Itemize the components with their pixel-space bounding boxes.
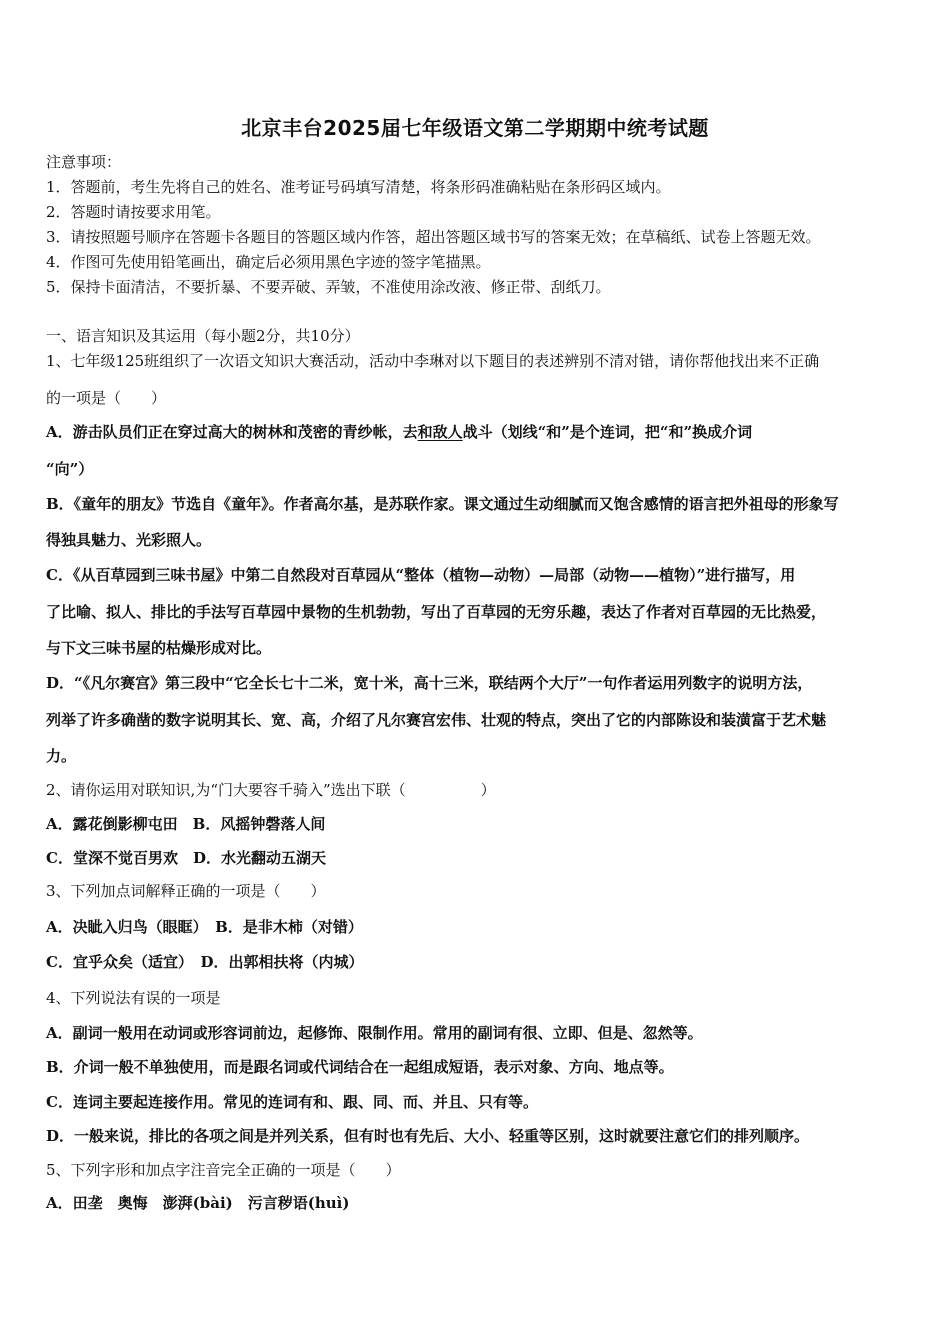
underlined-phrase: 和敌人: [417, 423, 463, 441]
q1-option-d: 力。: [46, 747, 77, 765]
q3-stem: 3、下列加点词解释正确的一项是（ ）: [46, 882, 326, 900]
q1-option-c: 与下文三味书屋的枯燥形成对比。: [46, 639, 272, 657]
notice-item: 5．保持卡面清洁，不要折暴、不要弄破、弄皱，不准使用涂改液、修正带、刮纸刀。: [46, 278, 611, 296]
option-text: 战斗（划线“和”是个连词，把“和”换成介词: [462, 423, 753, 441]
q4-option-b: B．介词一般不单独使用，而是跟名词或代词结合在一起组成短语，表示对象、方向、地点等。: [46, 1058, 674, 1076]
q2-options: C．堂深不觉百男欢 D．水光翻动五湖天: [46, 849, 326, 867]
section-heading: 一、语言知识及其运用（每小题2分，共10分）: [46, 327, 360, 345]
notice-item: 4．作图可先使用铅笔画出，确定后必须用黑色字迹的签字笔描黑。: [46, 253, 491, 271]
q1-option-c: C．《从百草园到三味书屋》中第二自然段对百草园从“整体（植物—动物）—局部（动物——植物）”进行描写，用: [46, 566, 796, 584]
q5-stem: 5、下列字形和加点字注音完全正确的一项是（ ）: [46, 1161, 401, 1179]
q2-stem: 2、请你运用对联知识,为“门大要容千骑入”选出下联（ ）: [46, 781, 496, 799]
notice-heading: 注意事项：: [46, 153, 122, 171]
q1-stem: 的一项是（ ）: [46, 389, 167, 407]
q1-option-d: 列举了许多确凿的数字说明其长、宽、高，介绍了凡尔赛宫宏伟、壮观的特点，突出了它的内部陈设和装潢富于艺术魅: [46, 711, 827, 729]
notice-item: 3．请按照题号顺序在答题卡各题目的答题区域内作答，超出答题区域书写的答案无效；在草稿纸、试卷上答题无效。: [46, 228, 821, 246]
q1-option-b: 得独具魅力、光彩照人。: [46, 531, 212, 549]
q5-option-a: A．田垄 奥悔 澎湃(bài) 污言秽语(huì): [46, 1194, 350, 1212]
q4-stem: 4、下列说法有误的一项是: [46, 989, 221, 1007]
q2-options: A．露花倒影柳屯田 B．风摇钟磬落人间: [46, 815, 326, 833]
notice-item: 1．答题前，考生先将自己的姓名、准考证号码填写清楚，将条形码准确粘贴在条形码区域内。: [46, 178, 671, 196]
q1-stem: 1、七年级125班组织了一次语文知识大赛活动，活动中李琳对以下题目的表述辨别不清对错，请你帮他找出来不正确: [46, 352, 820, 370]
q4-option-d: D．一般来说，排比的各项之间是并列关系，但有时也有先后、大小、轻重等区别，这时就要注意它们的排列顺序。: [46, 1127, 810, 1145]
q1-option-d: D．“《凡尔赛宫》第三段中“它全长七十二米，宽十米，高十三米，联结两个大厅”一句作者运用列数字的说明方法，: [46, 674, 813, 692]
notice-item: 2．答题时请按要求用笔。: [46, 203, 221, 221]
q4-option-a: A．副词一般用在动词或形容词前边，起修饰、限制作用。常用的副词有很、立即、但是、忽然等。: [46, 1024, 703, 1042]
q4-option-c: C．连词主要起连接作用。常见的连词有和、跟、同、而、并且、只有等。: [46, 1093, 538, 1111]
option-text: A．游击队员们正在穿过高大的树林和茂密的青纱帐，去: [46, 423, 418, 441]
q3-options: A．决眦入归鸟（眼眶） B．是非木柿（对错）: [46, 918, 363, 936]
q1-option-b: B．《童年的朋友》节选自《童年》。作者高尔基，是苏联作家。课文通过生动细腻而又饱含感情的语言把外祖母的形象写: [46, 495, 839, 513]
q1-option-a-cont: “向”）: [46, 460, 94, 478]
q1-option-a: [46, 422, 752, 442]
q3-options: C．宜乎众矣（适宜） D．出郭相扶将（内城）: [46, 953, 364, 971]
page-title: 北京丰台2025届七年级语文第二学期期中统考试题: [241, 116, 709, 140]
q1-option-c: 了比喻、拟人、排比的手法写百草园中景物的生机勃勃，写出了百草园的无穷乐趣，表达了作者对百草园的无比热爱，: [46, 603, 827, 621]
